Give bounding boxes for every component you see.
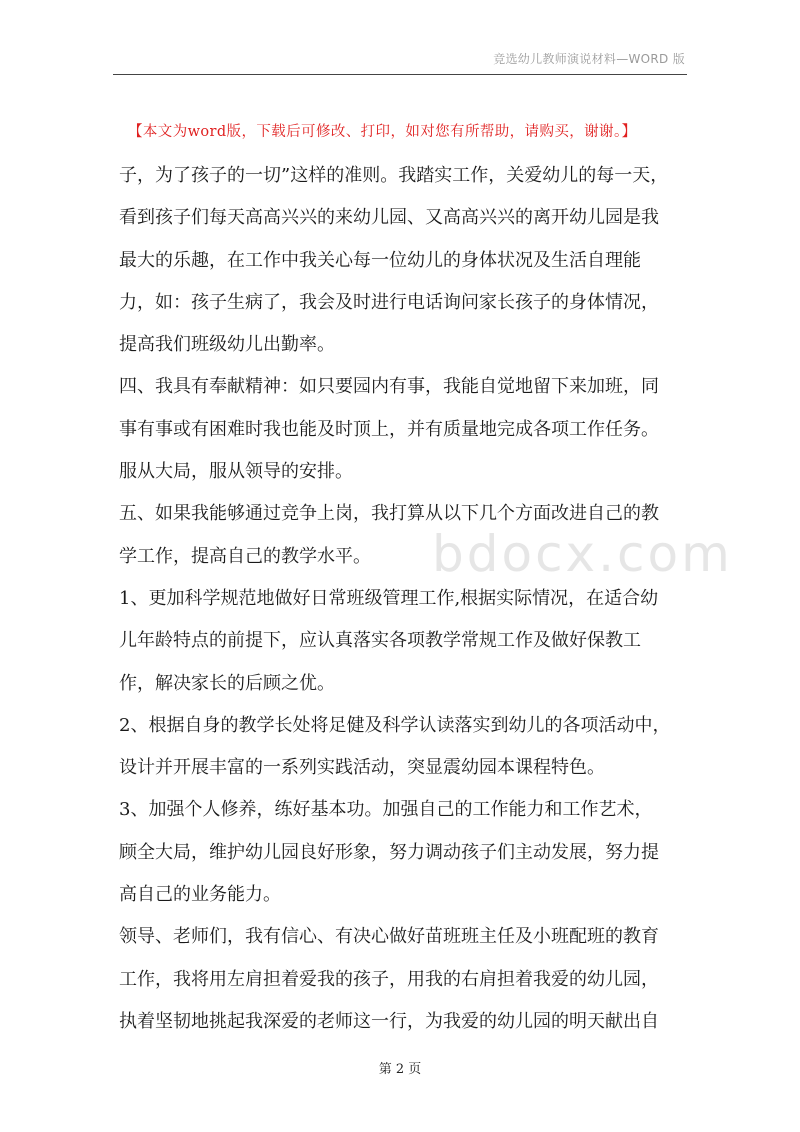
body-line: 执着坚韧地挑起我深爱的老师这一行，为我爱的幼儿园的明天献出自	[119, 1010, 659, 1032]
body-line: 儿年龄特点的前提下，应认真落实各项教学常规工作及做好保教工	[119, 630, 641, 652]
body-line: 看到孩子们每天高高兴兴的来幼儿园、又高高兴兴的离开幼儿园是我	[119, 207, 659, 229]
body-line: 最大的乐趣，在工作中我关心每一位幼儿的身体状况及生活自理能	[119, 249, 641, 271]
body-line: 设计并开展丰富的一系列实践活动，突显震幼园本课程特色。	[119, 757, 605, 779]
watermark-text: bdocx.com	[432, 525, 733, 583]
body-line: 1、更加科学规范地做好日常班级管理工作,根据实际情况，在适合幼	[119, 587, 659, 609]
document-header-title: 竞选幼儿教师演说材料—WORD 版	[493, 52, 685, 66]
body-line: 四、我具有奉献精神：如只要园内有事，我能自觉地留下来加班，同	[119, 376, 659, 398]
body-line: 作，解决家长的后顾之优。	[119, 672, 335, 694]
body-line: 力，如：孩子生病了，我会及时进行电话询问家长孩子的身体情况，	[119, 291, 659, 313]
purchase-notice: 【本文为word版，下载后可修改、打印，如对您有所帮助，请购买，谢谢。】	[128, 124, 637, 140]
body-line: 五、如果我能够通过竞争上岗，我打算从以下几个方面改进自己的教	[119, 503, 659, 525]
body-line: 工作，我将用左肩担着爱我的孩子，用我的右肩担着我爱的幼儿园，	[119, 968, 659, 990]
body-line: 2、根据自身的教学长处将足健及科学认读落实到幼儿的各项活动中，	[119, 714, 671, 736]
body-line: 顾全大局，维护幼儿园良好形象，努力调动孩子们主动发展，努力提	[119, 841, 659, 863]
body-line: 高自己的业务能力。	[119, 884, 281, 906]
body-line: 子，为了孩子的一切”这样的准则。我踏实工作，关爱幼儿的每一天，	[119, 165, 669, 186]
header-divider	[113, 74, 687, 75]
body-line: 学工作，提高自己的教学水平。	[119, 545, 371, 567]
body-line: 服从大局，服从领导的安排。	[119, 461, 353, 483]
body-line: 事有事或有困难时我也能及时顶上，并有质量地完成各项工作任务。	[119, 418, 659, 440]
document-body	[119, 155, 691, 1043]
body-line: 领导、老师们，我有信心、有决心做好苗班班主任及小班配班的教育	[119, 926, 659, 948]
page-number: 第 2 页	[378, 1062, 422, 1077]
body-line: 3、加强个人修养，练好基本功。加强自己的工作能力和工作艺术，	[119, 799, 653, 821]
body-line: 提高我们班级幼儿出勤率。	[119, 334, 335, 356]
